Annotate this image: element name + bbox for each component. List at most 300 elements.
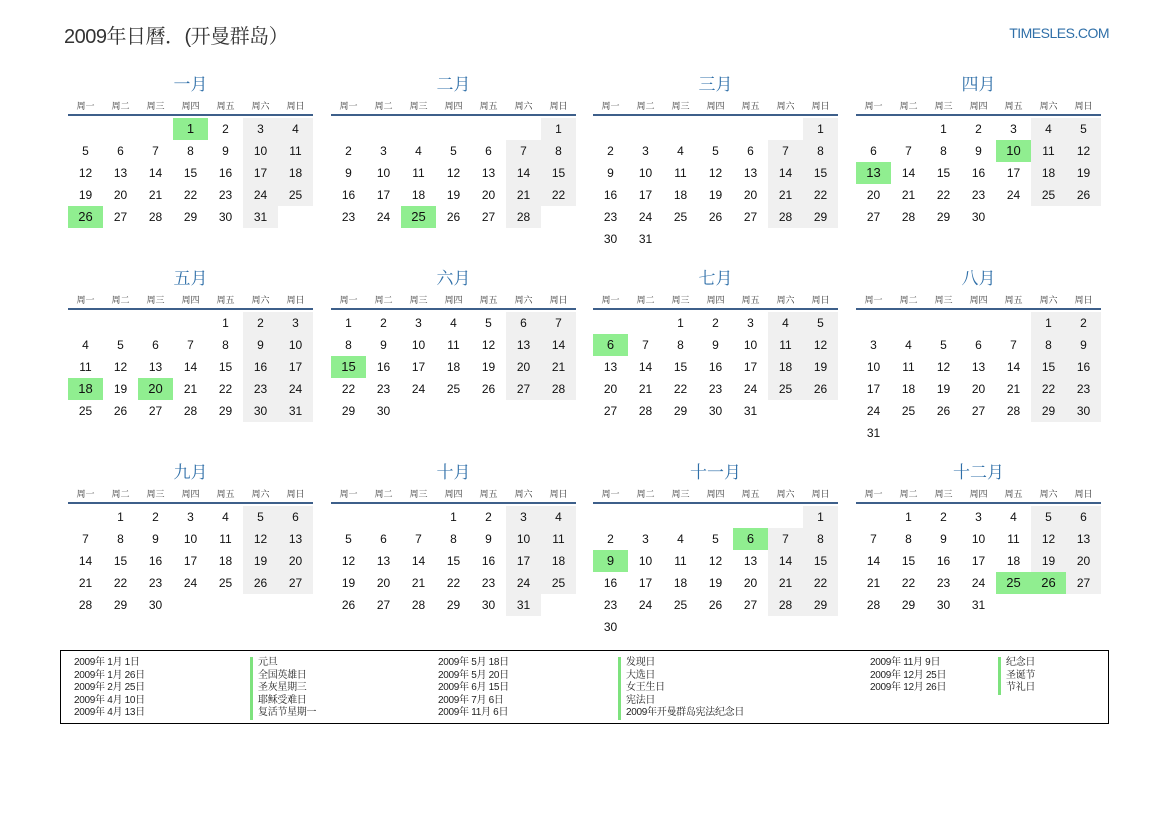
day-cell[interactable]: 23: [971, 188, 986, 202]
day-cell[interactable]: 4: [82, 338, 89, 352]
day-cell[interactable]: 7: [1010, 338, 1017, 352]
day-cell[interactable]: 18: [901, 382, 916, 396]
day-cell[interactable]: 22: [1031, 378, 1066, 400]
day-cell[interactable]: 17: [183, 554, 198, 568]
day-cell[interactable]: 14: [901, 166, 916, 180]
day-cell[interactable]: 26: [446, 210, 461, 224]
day-cell[interactable]: 10: [183, 532, 198, 546]
day-cell[interactable]: 16: [218, 166, 233, 180]
day-cell[interactable]: 30: [218, 210, 233, 224]
day-cell[interactable]: 16: [971, 166, 986, 180]
day-cell[interactable]: 13: [148, 360, 163, 374]
day-cell[interactable]: 13: [113, 166, 128, 180]
day-cell[interactable]: 15: [541, 162, 576, 184]
day-cell[interactable]: 7: [152, 144, 159, 158]
day-cell[interactable]: 28: [638, 404, 653, 418]
day-cell[interactable]: 5: [450, 144, 457, 158]
day-cell[interactable]: 15: [183, 166, 198, 180]
day-holiday[interactable]: 6: [593, 334, 628, 356]
day-cell[interactable]: 6: [380, 532, 387, 546]
day-cell[interactable]: 22: [901, 576, 916, 590]
day-cell[interactable]: 23: [708, 382, 723, 396]
day-cell[interactable]: 18: [218, 554, 233, 568]
day-cell[interactable]: 6: [152, 338, 159, 352]
day-holiday[interactable]: 6: [733, 528, 768, 550]
day-cell[interactable]: 2: [152, 510, 159, 524]
day-cell[interactable]: 28: [78, 598, 93, 612]
day-cell[interactable]: 27: [866, 210, 881, 224]
day-cell[interactable]: 1: [450, 510, 457, 524]
day-cell[interactable]: 31: [866, 426, 881, 440]
day-cell[interactable]: 20: [376, 576, 391, 590]
day-cell[interactable]: 12: [708, 166, 723, 180]
day-cell[interactable]: 19: [243, 550, 278, 572]
day-cell[interactable]: 23: [603, 598, 618, 612]
day-cell[interactable]: 7: [415, 532, 422, 546]
day-cell[interactable]: 11: [541, 528, 576, 550]
day-cell[interactable]: 7: [506, 140, 541, 162]
day-cell[interactable]: 14: [78, 554, 93, 568]
day-cell[interactable]: 8: [117, 532, 124, 546]
day-cell[interactable]: 26: [113, 404, 128, 418]
day-cell[interactable]: 24: [376, 210, 391, 224]
day-cell[interactable]: 23: [1066, 378, 1101, 400]
day-cell[interactable]: 3: [642, 532, 649, 546]
day-cell[interactable]: 2: [712, 316, 719, 330]
day-cell[interactable]: 15: [218, 360, 233, 374]
day-cell[interactable]: 20: [743, 188, 758, 202]
day-cell[interactable]: 14: [506, 162, 541, 184]
day-cell[interactable]: 16: [376, 360, 391, 374]
day-cell[interactable]: 3: [415, 316, 422, 330]
day-cell[interactable]: 25: [541, 572, 576, 594]
day-cell[interactable]: 19: [1031, 550, 1066, 572]
day-cell[interactable]: 20: [603, 382, 618, 396]
day-cell[interactable]: 23: [243, 378, 278, 400]
day-cell[interactable]: 23: [936, 576, 951, 590]
day-cell[interactable]: 20: [113, 188, 128, 202]
day-cell[interactable]: 22: [113, 576, 128, 590]
day-cell[interactable]: 21: [866, 576, 881, 590]
day-cell[interactable]: 7: [187, 338, 194, 352]
day-cell[interactable]: 8: [450, 532, 457, 546]
brand-link[interactable]: TIMESLES.COM: [1009, 25, 1109, 41]
day-cell[interactable]: 11: [278, 140, 313, 162]
day-cell[interactable]: 8: [677, 338, 684, 352]
day-cell[interactable]: 14: [148, 166, 163, 180]
day-cell[interactable]: 6: [278, 506, 313, 528]
day-cell[interactable]: 23: [376, 382, 391, 396]
day-cell[interactable]: 9: [152, 532, 159, 546]
day-cell[interactable]: 4: [677, 144, 684, 158]
day-cell[interactable]: 21: [78, 576, 93, 590]
day-cell[interactable]: 24: [1006, 188, 1021, 202]
day-cell[interactable]: 21: [506, 184, 541, 206]
day-cell[interactable]: 14: [411, 554, 426, 568]
day-cell[interactable]: 18: [411, 188, 426, 202]
day-cell[interactable]: 18: [673, 188, 688, 202]
day-cell[interactable]: 26: [936, 404, 951, 418]
day-cell[interactable]: 1: [677, 316, 684, 330]
day-cell[interactable]: 27: [971, 404, 986, 418]
day-holiday[interactable]: 1: [173, 118, 208, 140]
day-cell[interactable]: 17: [506, 550, 541, 572]
day-cell[interactable]: 2: [1066, 312, 1101, 334]
day-holiday[interactable]: 15: [331, 356, 366, 378]
day-cell[interactable]: 5: [1031, 506, 1066, 528]
day-cell[interactable]: 26: [708, 210, 723, 224]
day-cell[interactable]: 6: [485, 144, 492, 158]
day-cell[interactable]: 10: [278, 334, 313, 356]
day-cell[interactable]: 21: [411, 576, 426, 590]
day-cell[interactable]: 19: [1066, 162, 1101, 184]
day-cell[interactable]: 19: [113, 382, 128, 396]
day-cell[interactable]: 3: [380, 144, 387, 158]
day-cell[interactable]: 12: [446, 166, 461, 180]
day-cell[interactable]: 17: [638, 576, 653, 590]
day-cell[interactable]: 28: [506, 206, 541, 228]
day-cell[interactable]: 31: [506, 594, 541, 616]
day-cell[interactable]: 9: [712, 338, 719, 352]
day-cell[interactable]: 24: [183, 576, 198, 590]
day-cell[interactable]: 13: [1066, 528, 1101, 550]
day-cell[interactable]: 17: [743, 360, 758, 374]
day-cell[interactable]: 16: [603, 188, 618, 202]
day-holiday[interactable]: 26: [1031, 572, 1066, 594]
day-cell[interactable]: 28: [148, 210, 163, 224]
day-cell[interactable]: 14: [768, 550, 803, 572]
day-cell[interactable]: 24: [506, 572, 541, 594]
day-cell[interactable]: 4: [677, 532, 684, 546]
day-cell[interactable]: 28: [1006, 404, 1021, 418]
day-cell[interactable]: 9: [485, 532, 492, 546]
day-cell[interactable]: 5: [243, 506, 278, 528]
day-cell[interactable]: 2: [222, 122, 229, 136]
day-cell[interactable]: 5: [1066, 118, 1101, 140]
day-cell[interactable]: 1: [940, 122, 947, 136]
day-cell[interactable]: 20: [971, 382, 986, 396]
day-cell[interactable]: 20: [481, 188, 496, 202]
day-cell[interactable]: 6: [747, 144, 754, 158]
day-cell[interactable]: 16: [603, 576, 618, 590]
day-cell[interactable]: 9: [1066, 334, 1101, 356]
day-cell[interactable]: 2: [380, 316, 387, 330]
day-cell[interactable]: 12: [936, 360, 951, 374]
day-cell[interactable]: 29: [803, 206, 838, 228]
day-cell[interactable]: 22: [541, 184, 576, 206]
day-cell[interactable]: 13: [603, 360, 618, 374]
day-cell[interactable]: 21: [768, 184, 803, 206]
day-holiday[interactable]: 18: [68, 378, 103, 400]
day-cell[interactable]: 25: [218, 576, 233, 590]
day-cell[interactable]: 14: [541, 334, 576, 356]
day-cell[interactable]: 10: [411, 338, 426, 352]
day-cell[interactable]: 11: [674, 166, 687, 180]
day-cell[interactable]: 23: [218, 188, 233, 202]
day-cell[interactable]: 16: [708, 360, 723, 374]
day-cell[interactable]: 14: [1006, 360, 1021, 374]
day-cell[interactable]: 29: [1031, 400, 1066, 422]
day-cell[interactable]: 13: [506, 334, 541, 356]
day-cell[interactable]: 4: [541, 506, 576, 528]
day-cell[interactable]: 30: [971, 210, 986, 224]
day-cell[interactable]: 18: [541, 550, 576, 572]
day-cell[interactable]: 26: [803, 378, 838, 400]
day-holiday[interactable]: 13: [856, 162, 891, 184]
day-cell[interactable]: 5: [345, 532, 352, 546]
day-cell[interactable]: 19: [446, 188, 461, 202]
day-cell[interactable]: 11: [412, 166, 425, 180]
day-cell[interactable]: 12: [708, 554, 723, 568]
day-cell[interactable]: 29: [218, 404, 233, 418]
day-cell[interactable]: 30: [1066, 400, 1101, 422]
day-cell[interactable]: 19: [341, 576, 356, 590]
day-cell[interactable]: 13: [743, 554, 758, 568]
day-cell[interactable]: 15: [803, 162, 838, 184]
day-cell[interactable]: 28: [411, 598, 426, 612]
day-cell[interactable]: 24: [638, 210, 653, 224]
day-cell[interactable]: 2: [485, 510, 492, 524]
day-cell[interactable]: 18: [446, 360, 461, 374]
day-cell[interactable]: 14: [866, 554, 881, 568]
day-cell[interactable]: 7: [768, 140, 803, 162]
day-cell[interactable]: 31: [243, 206, 278, 228]
day-cell[interactable]: 25: [768, 378, 803, 400]
day-cell[interactable]: 29: [803, 594, 838, 616]
day-cell[interactable]: 11: [674, 554, 687, 568]
day-cell[interactable]: 2: [607, 144, 614, 158]
day-cell[interactable]: 31: [278, 400, 313, 422]
day-cell[interactable]: 1: [905, 510, 912, 524]
day-cell[interactable]: 31: [638, 232, 653, 246]
day-cell[interactable]: 12: [481, 338, 496, 352]
day-cell[interactable]: 22: [341, 382, 356, 396]
day-cell[interactable]: 20: [743, 576, 758, 590]
day-holiday[interactable]: 25: [996, 572, 1031, 594]
day-cell[interactable]: 17: [1006, 166, 1021, 180]
day-cell[interactable]: 11: [447, 338, 460, 352]
day-cell[interactable]: 24: [278, 378, 313, 400]
day-holiday[interactable]: 26: [68, 206, 103, 228]
day-cell[interactable]: 8: [1031, 334, 1066, 356]
day-cell[interactable]: 4: [1010, 510, 1017, 524]
day-cell[interactable]: 25: [901, 404, 916, 418]
day-cell[interactable]: 4: [905, 338, 912, 352]
day-cell[interactable]: 18: [768, 356, 803, 378]
day-cell[interactable]: 1: [803, 506, 838, 528]
day-cell[interactable]: 7: [768, 528, 803, 550]
day-cell[interactable]: 17: [243, 162, 278, 184]
day-cell[interactable]: 2: [607, 532, 614, 546]
day-cell[interactable]: 23: [148, 576, 163, 590]
day-cell[interactable]: 5: [485, 316, 492, 330]
day-cell[interactable]: 17: [278, 356, 313, 378]
day-holiday[interactable]: 9: [593, 550, 628, 572]
day-cell[interactable]: 21: [1006, 382, 1021, 396]
day-cell[interactable]: 24: [866, 404, 881, 418]
day-cell[interactable]: 10: [638, 554, 653, 568]
day-cell[interactable]: 11: [768, 334, 803, 356]
day-cell[interactable]: 18: [1006, 554, 1021, 568]
day-cell[interactable]: 11: [219, 532, 232, 546]
day-cell[interactable]: 10: [243, 140, 278, 162]
day-cell[interactable]: 7: [541, 312, 576, 334]
day-cell[interactable]: 10: [866, 360, 881, 374]
day-cell[interactable]: 3: [870, 338, 877, 352]
day-cell[interactable]: 28: [768, 594, 803, 616]
day-cell[interactable]: 20: [278, 550, 313, 572]
day-cell[interactable]: 4: [450, 316, 457, 330]
day-cell[interactable]: 15: [446, 554, 461, 568]
day-cell[interactable]: 16: [481, 554, 496, 568]
day-cell[interactable]: 24: [638, 598, 653, 612]
day-cell[interactable]: 5: [940, 338, 947, 352]
day-cell[interactable]: 29: [341, 404, 356, 418]
day-cell[interactable]: 25: [278, 184, 313, 206]
day-cell[interactable]: 29: [446, 598, 461, 612]
day-cell[interactable]: 14: [183, 360, 198, 374]
day-cell[interactable]: 27: [743, 210, 758, 224]
day-cell[interactable]: 7: [870, 532, 877, 546]
day-cell[interactable]: 8: [905, 532, 912, 546]
day-cell[interactable]: 11: [1031, 140, 1066, 162]
day-cell[interactable]: 29: [673, 404, 688, 418]
day-cell[interactable]: 25: [673, 210, 688, 224]
day-cell[interactable]: 17: [411, 360, 426, 374]
day-cell[interactable]: 17: [376, 188, 391, 202]
day-cell[interactable]: 24: [971, 576, 986, 590]
day-cell[interactable]: 12: [1031, 528, 1066, 550]
day-cell[interactable]: 17: [638, 188, 653, 202]
day-cell[interactable]: 10: [971, 532, 986, 546]
day-cell[interactable]: 6: [975, 338, 982, 352]
day-cell[interactable]: 31: [971, 598, 986, 612]
day-cell[interactable]: 6: [117, 144, 124, 158]
day-cell[interactable]: 13: [971, 360, 986, 374]
day-cell[interactable]: 27: [506, 378, 541, 400]
day-cell[interactable]: 8: [803, 140, 838, 162]
day-cell[interactable]: 14: [638, 360, 653, 374]
day-cell[interactable]: 7: [82, 532, 89, 546]
day-cell[interactable]: 27: [743, 598, 758, 612]
day-cell[interactable]: 1: [541, 118, 576, 140]
day-cell[interactable]: 9: [222, 144, 229, 158]
day-holiday[interactable]: 20: [138, 378, 173, 400]
day-cell[interactable]: 4: [768, 312, 803, 334]
day-cell[interactable]: 22: [936, 188, 951, 202]
day-cell[interactable]: 3: [1010, 122, 1017, 136]
day-cell[interactable]: 22: [183, 188, 198, 202]
day-cell[interactable]: 21: [183, 382, 198, 396]
day-cell[interactable]: 7: [642, 338, 649, 352]
day-cell[interactable]: 18: [1031, 162, 1066, 184]
day-cell[interactable]: 3: [506, 506, 541, 528]
day-cell[interactable]: 22: [673, 382, 688, 396]
day-cell[interactable]: 23: [341, 210, 356, 224]
day-cell[interactable]: 29: [936, 210, 951, 224]
day-cell[interactable]: 10: [376, 166, 391, 180]
day-cell[interactable]: 13: [278, 528, 313, 550]
day-cell[interactable]: 31: [743, 404, 758, 418]
day-cell[interactable]: 30: [376, 404, 391, 418]
day-cell[interactable]: 5: [712, 144, 719, 158]
day-cell[interactable]: 13: [481, 166, 496, 180]
day-cell[interactable]: 27: [603, 404, 618, 418]
day-cell[interactable]: 8: [541, 140, 576, 162]
day-cell[interactable]: 1: [1031, 312, 1066, 334]
day-cell[interactable]: 30: [481, 598, 496, 612]
day-cell[interactable]: 15: [936, 166, 951, 180]
day-cell[interactable]: 16: [936, 554, 951, 568]
day-cell[interactable]: 30: [148, 598, 163, 612]
day-cell[interactable]: 23: [603, 210, 618, 224]
day-cell[interactable]: 12: [341, 554, 356, 568]
day-cell[interactable]: 27: [113, 210, 128, 224]
day-cell[interactable]: 17: [971, 554, 986, 568]
day-cell[interactable]: 3: [187, 510, 194, 524]
day-cell[interactable]: 29: [113, 598, 128, 612]
day-cell[interactable]: 12: [113, 360, 128, 374]
day-cell[interactable]: 4: [415, 144, 422, 158]
day-cell[interactable]: 11: [79, 360, 92, 374]
day-cell[interactable]: 1: [803, 118, 838, 140]
day-cell[interactable]: 21: [148, 188, 163, 202]
day-cell[interactable]: 13: [376, 554, 391, 568]
day-cell[interactable]: 25: [78, 404, 93, 418]
day-cell[interactable]: 25: [1031, 184, 1066, 206]
day-cell[interactable]: 15: [673, 360, 688, 374]
day-cell[interactable]: 19: [78, 188, 93, 202]
day-cell[interactable]: 15: [901, 554, 916, 568]
day-cell[interactable]: 4: [222, 510, 229, 524]
day-cell[interactable]: 8: [187, 144, 194, 158]
day-cell[interactable]: 6: [506, 312, 541, 334]
day-cell[interactable]: 28: [901, 210, 916, 224]
day-cell[interactable]: 3: [642, 144, 649, 158]
day-cell[interactable]: 28: [768, 206, 803, 228]
day-cell[interactable]: 22: [803, 184, 838, 206]
day-cell[interactable]: 21: [638, 382, 653, 396]
day-cell[interactable]: 21: [901, 188, 916, 202]
day-cell[interactable]: 27: [481, 210, 496, 224]
day-cell[interactable]: 28: [183, 404, 198, 418]
day-cell[interactable]: 4: [1031, 118, 1066, 140]
day-cell[interactable]: 5: [803, 312, 838, 334]
day-cell[interactable]: 15: [113, 554, 128, 568]
day-cell[interactable]: 21: [768, 572, 803, 594]
day-cell[interactable]: 15: [1031, 356, 1066, 378]
day-cell[interactable]: 8: [803, 528, 838, 550]
day-cell[interactable]: 13: [743, 166, 758, 180]
day-cell[interactable]: 20: [866, 188, 881, 202]
day-cell[interactable]: 9: [380, 338, 387, 352]
day-cell[interactable]: 12: [803, 334, 838, 356]
day-cell[interactable]: 7: [905, 144, 912, 158]
day-cell[interactable]: 29: [183, 210, 198, 224]
day-cell[interactable]: 24: [743, 382, 758, 396]
day-cell[interactable]: 10: [743, 338, 758, 352]
day-cell[interactable]: 6: [870, 144, 877, 158]
day-cell[interactable]: 10: [638, 166, 653, 180]
day-cell[interactable]: 15: [803, 550, 838, 572]
day-cell[interactable]: 9: [243, 334, 278, 356]
day-cell[interactable]: 22: [218, 382, 233, 396]
day-cell[interactable]: 16: [341, 188, 356, 202]
day-cell[interactable]: 2: [345, 144, 352, 158]
day-cell[interactable]: 19: [708, 576, 723, 590]
day-cell[interactable]: 1: [117, 510, 124, 524]
day-cell[interactable]: 26: [1066, 184, 1101, 206]
